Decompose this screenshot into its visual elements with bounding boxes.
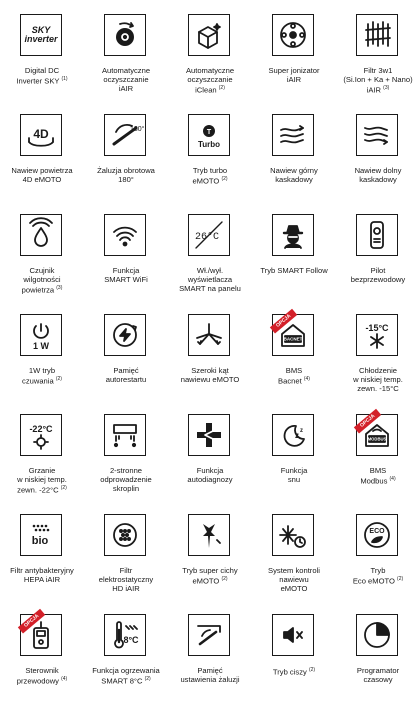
feature-label-text: Pamięć autorestartu: [105, 366, 147, 385]
humidity-sensor-icon: [20, 214, 62, 256]
feature-label: [336, 266, 420, 284]
feature-label: [252, 466, 336, 484]
feature-label-text: Automatyczne oczyszczanie iClean: [185, 66, 235, 95]
wifi-icon: [104, 214, 146, 256]
feature-label-text: System kontroli nawiewu eMOTO: [268, 566, 320, 594]
louver-memory-icon: [188, 614, 230, 656]
self-diagnosis-icon: [188, 414, 230, 456]
bms-modbus-icon: [356, 414, 398, 456]
feature-super-quiet: [168, 500, 252, 600]
feature-label: [84, 666, 168, 686]
smart-8c-heating-icon: [104, 614, 146, 656]
turbo-mode-icon: [188, 114, 230, 156]
feature-label: [0, 466, 84, 495]
feature-label: [336, 466, 420, 486]
feature-label-text: Czujnik wilgotności powietrza: [21, 266, 61, 295]
feature-louver-180: [84, 100, 168, 200]
feature-label-text: Pamięć ustawienia żaluzji: [180, 666, 240, 685]
feature-two-way-drain: [84, 400, 168, 500]
feature-label-text: Tryb SMART Follow: [260, 266, 328, 275]
feature-label: [84, 266, 168, 284]
airflow-control-icon: [272, 514, 314, 556]
feature-label: [84, 566, 168, 594]
svg-text:z: z: [300, 428, 303, 434]
svg-text:26°C: 26°C: [194, 232, 220, 243]
low-temp-heating-icon: [20, 414, 62, 456]
feature-upper-cascade-airflow: [252, 100, 336, 200]
footnote-marker: (2): [308, 667, 316, 673]
super-ionizer-icon: [272, 14, 314, 56]
feature-airflow-4d: [0, 100, 84, 200]
feature-label-text: Super jonizator iAIR: [268, 66, 320, 85]
silent-mode-icon: [272, 614, 314, 656]
wide-angle-airflow-icon: [188, 314, 230, 356]
feature-label-text: Chłodzenie w niskiej temp. zewn. -15°C: [353, 366, 403, 394]
feature-label: [336, 66, 420, 95]
feature-label: [252, 266, 336, 275]
feature-label-text: Nawiew górny kaskadowy: [270, 166, 318, 185]
option-badge: OPCJA: [18, 609, 46, 634]
feature-label: [252, 366, 336, 386]
footnote-marker: (4): [61, 676, 68, 683]
sky-inverter-logo-text: SKY inverter: [24, 25, 58, 44]
footnote-marker: (2): [55, 376, 62, 383]
feature-auto-restart: [84, 300, 168, 400]
feature-label-text: Funkcja SMART WiFi: [104, 266, 148, 285]
feature-auto-clean-iclean: [168, 0, 252, 100]
feature-label: [168, 366, 252, 384]
hepa-bio-filter-icon: [20, 514, 62, 556]
feature-label: [336, 166, 420, 184]
feature-label: [252, 666, 336, 677]
feature-lower-cascade-airflow: [336, 100, 420, 200]
svg-text:MODBUS: MODBUS: [367, 436, 387, 442]
feature-label: [0, 166, 84, 184]
svg-text:Turbo: Turbo: [197, 140, 221, 149]
eco-mode-icon: [356, 514, 398, 556]
wired-controller-icon: [20, 614, 62, 656]
feature-label-text: Funkcja snu: [280, 466, 308, 485]
svg-text:BACNET: BACNET: [283, 336, 303, 342]
feature-filter-3in1: [336, 0, 420, 100]
feature-label-text: Tryb turbo eMOTO: [192, 166, 228, 186]
feature-label: [252, 166, 336, 184]
feature-label-text: Funkcja autodiagnozy: [187, 466, 233, 485]
option-badge: OPCJA: [354, 409, 382, 434]
feature-label: [336, 366, 420, 394]
auto-restart-icon: [104, 314, 146, 356]
feature-remote-control: [336, 200, 420, 300]
feature-smart-follow: [252, 200, 336, 300]
feature-label-text: Tryb ciszy: [272, 667, 307, 677]
feature-label-text: Tryb super cichy eMOTO: [182, 566, 238, 586]
feature-label-text: Digital DC Inverter SKY: [16, 66, 60, 86]
airflow-4d-icon: [20, 114, 62, 156]
feature-label-text: Szeroki kąt nawiewu eMOTO: [180, 366, 240, 385]
feature-label-text: Programator czasowy: [356, 666, 400, 685]
feature-standby-1w: [0, 300, 84, 400]
feature-sleep-mode: [252, 400, 336, 500]
feature-label: [0, 266, 84, 295]
feature-display-toggle: [168, 200, 252, 300]
sky-inverter-logo: [20, 14, 62, 56]
feature-label-text: Funkcja ogrzewania SMART 8°C: [92, 666, 160, 686]
footnote-marker: (2): [60, 485, 67, 492]
feature-label: [168, 266, 252, 294]
feature-label: [168, 66, 252, 95]
feature-label: [0, 566, 84, 584]
feature-wired-controller: [0, 600, 84, 700]
feature-label: [0, 666, 84, 686]
feature-label: [84, 366, 168, 384]
feature-label-text: Filtr 3w1 (Si.Ion + Ka + Nano) iAIR: [343, 66, 413, 95]
feature-silent-mode: [252, 600, 336, 700]
feature-label-text: Żaluzja obrotowa 180°: [97, 166, 155, 185]
feature-label-text: Pilot bezprzewodowy: [350, 266, 406, 285]
feature-label: [84, 466, 168, 494]
low-temp-cooling-icon: [356, 314, 398, 356]
auto-clean-iclean-icon: [188, 14, 230, 56]
footnote-marker: (2): [221, 576, 228, 583]
footnote-marker: (4): [389, 476, 396, 483]
svg-text:T: T: [206, 129, 212, 136]
feature-label: [336, 566, 420, 586]
svg-text:bio: bio: [31, 535, 49, 547]
svg-text:z: z: [295, 431, 299, 440]
super-quiet-icon: [188, 514, 230, 556]
standby-1w-icon: [20, 314, 62, 356]
feature-wide-angle-airflow: [168, 300, 252, 400]
feature-label: [336, 666, 420, 684]
feature-low-temp-heating: [0, 400, 84, 500]
footnote-marker: (4): [303, 376, 310, 383]
sleep-mode-icon: [272, 414, 314, 456]
feature-smart-8c-heating: [84, 600, 168, 700]
feature-label: [84, 166, 168, 184]
footnote-marker: (1): [61, 76, 68, 83]
feature-humidity-sensor: [0, 200, 84, 300]
svg-text:-15°C: -15°C: [365, 323, 389, 333]
smart-follow-icon: [272, 214, 314, 256]
svg-text:8°C: 8°C: [123, 635, 139, 645]
footnote-marker: (3): [383, 85, 390, 92]
feature-sky-inverter: [0, 0, 84, 100]
feature-auto-clean-iair: [84, 0, 168, 100]
feature-label-text: Sterownik przewodowy: [16, 666, 59, 686]
two-way-drain-icon: [104, 414, 146, 456]
filter-3in1-icon: [356, 14, 398, 56]
bms-bacnet-icon: [272, 314, 314, 356]
feature-louver-memory: [168, 600, 252, 700]
feature-low-temp-cooling: [336, 300, 420, 400]
feature-hepa-bio-filter: [0, 500, 84, 600]
feature-label-text: Wł./wył. wyświetlacza SMART na panelu: [179, 266, 241, 294]
timer-icon: [356, 614, 398, 656]
feature-airflow-control: [252, 500, 336, 600]
feature-super-ionizer: [252, 0, 336, 100]
feature-label-text: Tryb Eco eMOTO: [352, 566, 395, 586]
feature-label: [168, 466, 252, 484]
feature-label-text: Nawiew powietrza 4D eMOTO: [11, 166, 73, 185]
svg-text:180°: 180°: [130, 126, 145, 133]
feature-label: [0, 66, 84, 86]
feature-label-text: 1W tryb czuwania: [22, 366, 56, 386]
feature-self-diagnosis: [168, 400, 252, 500]
feature-turbo-mode: [168, 100, 252, 200]
feature-label: [168, 166, 252, 186]
electrostatic-filter-icon: [104, 514, 146, 556]
footnote-marker: (2): [397, 576, 404, 583]
svg-text:ECO: ECO: [369, 528, 385, 535]
feature-label-text: BMS Modbus: [360, 466, 388, 486]
feature-label: [252, 66, 336, 84]
display-toggle-icon: [188, 214, 230, 256]
feature-bms-modbus: [336, 400, 420, 500]
feature-label: [84, 66, 168, 94]
feature-label-text: Nawiew dolny kaskadowy: [354, 166, 402, 185]
lower-cascade-airflow-icon: [356, 114, 398, 156]
footnote-marker: (2): [144, 676, 151, 683]
feature-label: [168, 566, 252, 586]
upper-cascade-airflow-icon: [272, 114, 314, 156]
feature-label: [252, 566, 336, 594]
feature-label-text: Grzanie w niskiej temp. zewn. -22°C: [17, 466, 67, 495]
svg-text:4D: 4D: [33, 127, 49, 141]
option-badge: OPCJA: [270, 309, 298, 334]
auto-clean-iair-icon: [104, 14, 146, 56]
feature-label: [168, 666, 252, 684]
feature-wifi: [84, 200, 168, 300]
feature-label: [0, 366, 84, 386]
feature-label-text: BMS Bacnet: [278, 366, 303, 386]
footnote-marker: (2): [218, 85, 225, 92]
feature-eco-mode: [336, 500, 420, 600]
feature-label-text: Filtr elektrostatyczny HD iAIR: [98, 566, 154, 594]
footnote-marker: (2): [221, 176, 228, 183]
feature-electrostatic-filter: [84, 500, 168, 600]
feature-bms-bacnet: [252, 300, 336, 400]
feature-label-text: Automatyczne oczyszczanie iAIR: [101, 66, 151, 94]
feature-label-text: 2-stronne odprowadzenie skroplin: [100, 466, 152, 494]
remote-control-icon: [356, 214, 398, 256]
svg-text:1 W: 1 W: [32, 341, 50, 351]
footnote-marker: (3): [56, 285, 63, 292]
louver-180-icon: [104, 114, 146, 156]
feature-label-text: Filtr antybakteryjny HEPA iAIR: [10, 566, 74, 585]
feature-timer: [336, 600, 420, 700]
svg-text:-22°C: -22°C: [29, 424, 53, 434]
